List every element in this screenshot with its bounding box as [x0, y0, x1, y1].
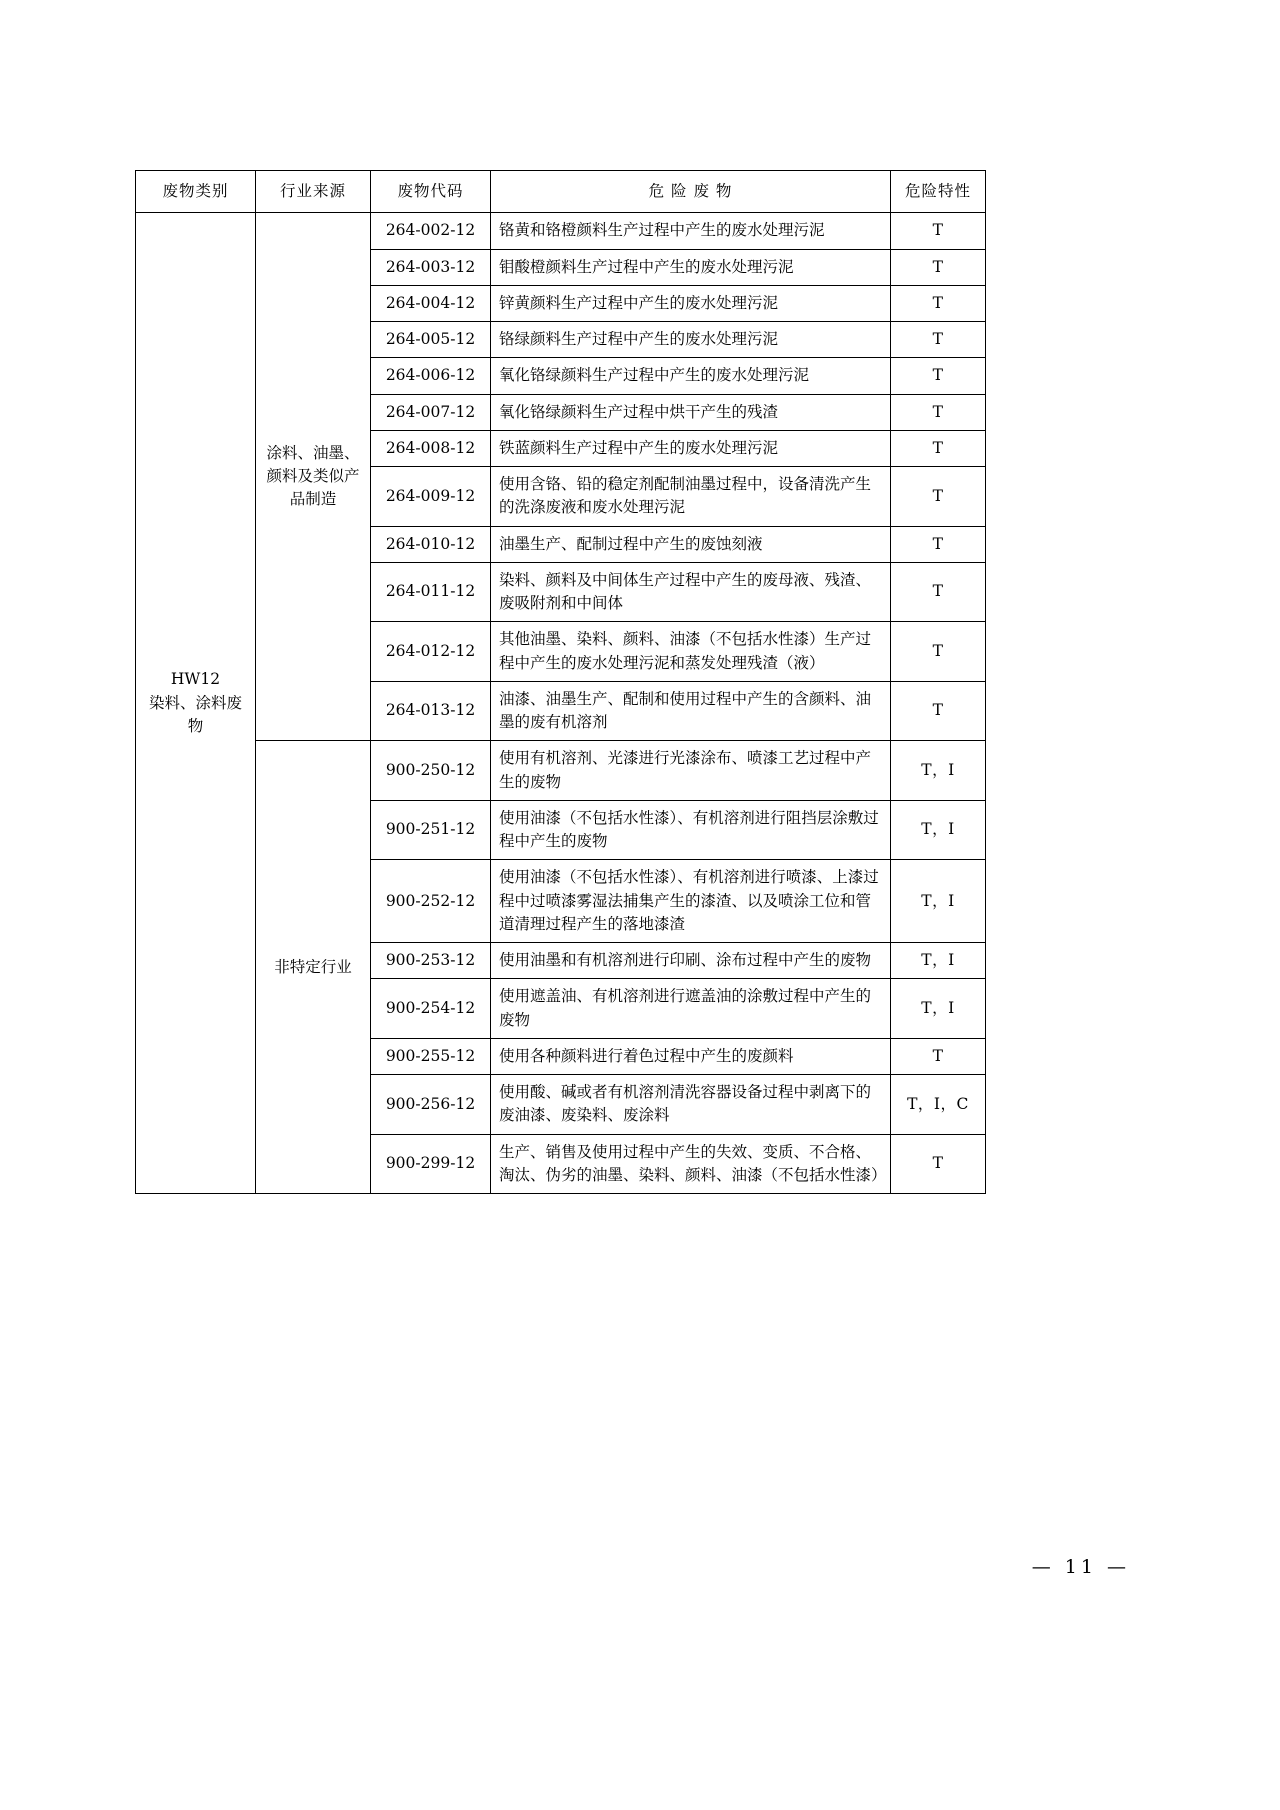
waste-code: 264-009-12: [371, 467, 491, 527]
industry-source-cell-1: 涂料、油墨、颜料及类似产品制造: [256, 213, 371, 741]
waste-code: 264-010-12: [371, 526, 491, 562]
waste-description: 生产、销售及使用过程中产生的失效、变质、不合格、淘汰、伪劣的油墨、染料、颜料、油漆（不包括水性漆）: [491, 1134, 891, 1194]
waste-code: 900-299-12: [371, 1134, 491, 1194]
hazard-property: T: [891, 1038, 986, 1074]
hazard-property: T: [891, 394, 986, 430]
waste-category-cell: [136, 213, 256, 1194]
column-header-code: 废物代码: [371, 171, 491, 213]
hazard-property: T，I: [891, 943, 986, 979]
column-header-hazard: 危险特性: [891, 171, 986, 213]
table-row: [136, 741, 986, 801]
waste-description: 使用各种颜料进行着色过程中产生的废颜料: [491, 1038, 891, 1074]
waste-description: 使用油漆（不包括水性漆）、有机溶剂进行阻挡层涂敷过程中产生的废物: [491, 800, 891, 860]
column-header-category: 废物类别: [136, 171, 256, 213]
waste-code: 900-255-12: [371, 1038, 491, 1074]
table-body: [136, 213, 986, 1194]
waste-code: 264-004-12: [371, 285, 491, 321]
waste-description: 使用含铬、铅的稳定剂配制油墨过程中，设备清洗产生的洗涤废液和废水处理污泥: [491, 467, 891, 527]
hazard-property: T: [891, 285, 986, 321]
hazard-property: T: [891, 562, 986, 622]
hazard-property: T: [891, 249, 986, 285]
waste-code: 900-252-12: [371, 860, 491, 943]
waste-description: 氧化铬绿颜料生产过程中烘干产生的残渣: [491, 394, 891, 430]
waste-code: 264-013-12: [371, 681, 491, 741]
hazard-property: T: [891, 358, 986, 394]
waste-description: 铁蓝颜料生产过程中产生的废水处理污泥: [491, 430, 891, 466]
hazard-property: T: [891, 526, 986, 562]
category-name: 染料、涂料废物: [148, 693, 242, 735]
waste-description: 铬绿颜料生产过程中产生的废水处理污泥: [491, 322, 891, 358]
waste-description: 使用油墨和有机溶剂进行印刷、涂布过程中产生的废物: [491, 943, 891, 979]
waste-code: 264-002-12: [371, 213, 491, 249]
waste-description: 氧化铬绿颜料生产过程中产生的废水处理污泥: [491, 358, 891, 394]
waste-description: 油漆、油墨生产、配制和使用过程中产生的含颜料、油墨的废有机溶剂: [491, 681, 891, 741]
waste-code: 900-250-12: [371, 741, 491, 801]
waste-description: 使用油漆（不包括水性漆）、有机溶剂进行喷漆、上漆过程中过喷漆雾湿法捕集产生的漆渣、以及喷涂工位和管道清理过程产生的落地漆渣: [491, 860, 891, 943]
waste-description: 染料、颜料及中间体生产过程中产生的废母液、残渣、废吸附剂和中间体: [491, 562, 891, 622]
hazard-property: T，I，C: [891, 1075, 986, 1135]
hazard-property: T，I: [891, 979, 986, 1039]
hazard-property: T: [891, 1134, 986, 1194]
waste-description: 使用遮盖油、有机溶剂进行遮盖油的涂敷过程中产生的废物: [491, 979, 891, 1039]
hazard-property: T: [891, 467, 986, 527]
waste-code: 264-003-12: [371, 249, 491, 285]
hazard-property: T，I: [891, 860, 986, 943]
waste-code: 264-005-12: [371, 322, 491, 358]
waste-code: 900-253-12: [371, 943, 491, 979]
category-code: HW12: [170, 670, 221, 689]
table-header-row: [136, 171, 986, 213]
waste-code: 900-254-12: [371, 979, 491, 1039]
column-header-industry: 行业来源: [256, 171, 371, 213]
hazard-property: T: [891, 430, 986, 466]
waste-code: 264-007-12: [371, 394, 491, 430]
waste-description: 铬黄和铬橙颜料生产过程中产生的废水处理污泥: [491, 213, 891, 249]
hazard-property: T: [891, 681, 986, 741]
waste-code: 264-012-12: [371, 622, 491, 682]
waste-code: 900-251-12: [371, 800, 491, 860]
hazardous-waste-table: [135, 170, 986, 1194]
table-header: [136, 171, 986, 213]
waste-description: 锌黄颜料生产过程中产生的废水处理污泥: [491, 285, 891, 321]
waste-description: 油墨生产、配制过程中产生的废蚀刻液: [491, 526, 891, 562]
waste-code: 264-006-12: [371, 358, 491, 394]
hazard-property: T，I: [891, 741, 986, 801]
hazard-property: T: [891, 622, 986, 682]
waste-description: 其他油墨、染料、颜料、油漆（不包括水性漆）生产过程中产生的废水处理污泥和蒸发处理残渣（液）: [491, 622, 891, 682]
waste-description: 使用有机溶剂、光漆进行光漆涂布、喷漆工艺过程中产生的废物: [491, 741, 891, 801]
page-number: — 11 —: [1031, 1556, 1130, 1578]
waste-code: 264-008-12: [371, 430, 491, 466]
waste-description: 使用酸、碱或者有机溶剂清洗容器设备过程中剥离下的废油漆、废染料、废涂料: [491, 1075, 891, 1135]
waste-code: 900-256-12: [371, 1075, 491, 1135]
industry-source-cell-2: 非特定行业: [256, 741, 371, 1194]
waste-description: 钼酸橙颜料生产过程中产生的废水处理污泥: [491, 249, 891, 285]
hazard-property: T，I: [891, 800, 986, 860]
hazard-property: T: [891, 213, 986, 249]
waste-code: 264-011-12: [371, 562, 491, 622]
column-header-waste: 危 险 废 物: [491, 171, 891, 213]
hazard-property: T: [891, 322, 986, 358]
table-row: [136, 213, 986, 249]
